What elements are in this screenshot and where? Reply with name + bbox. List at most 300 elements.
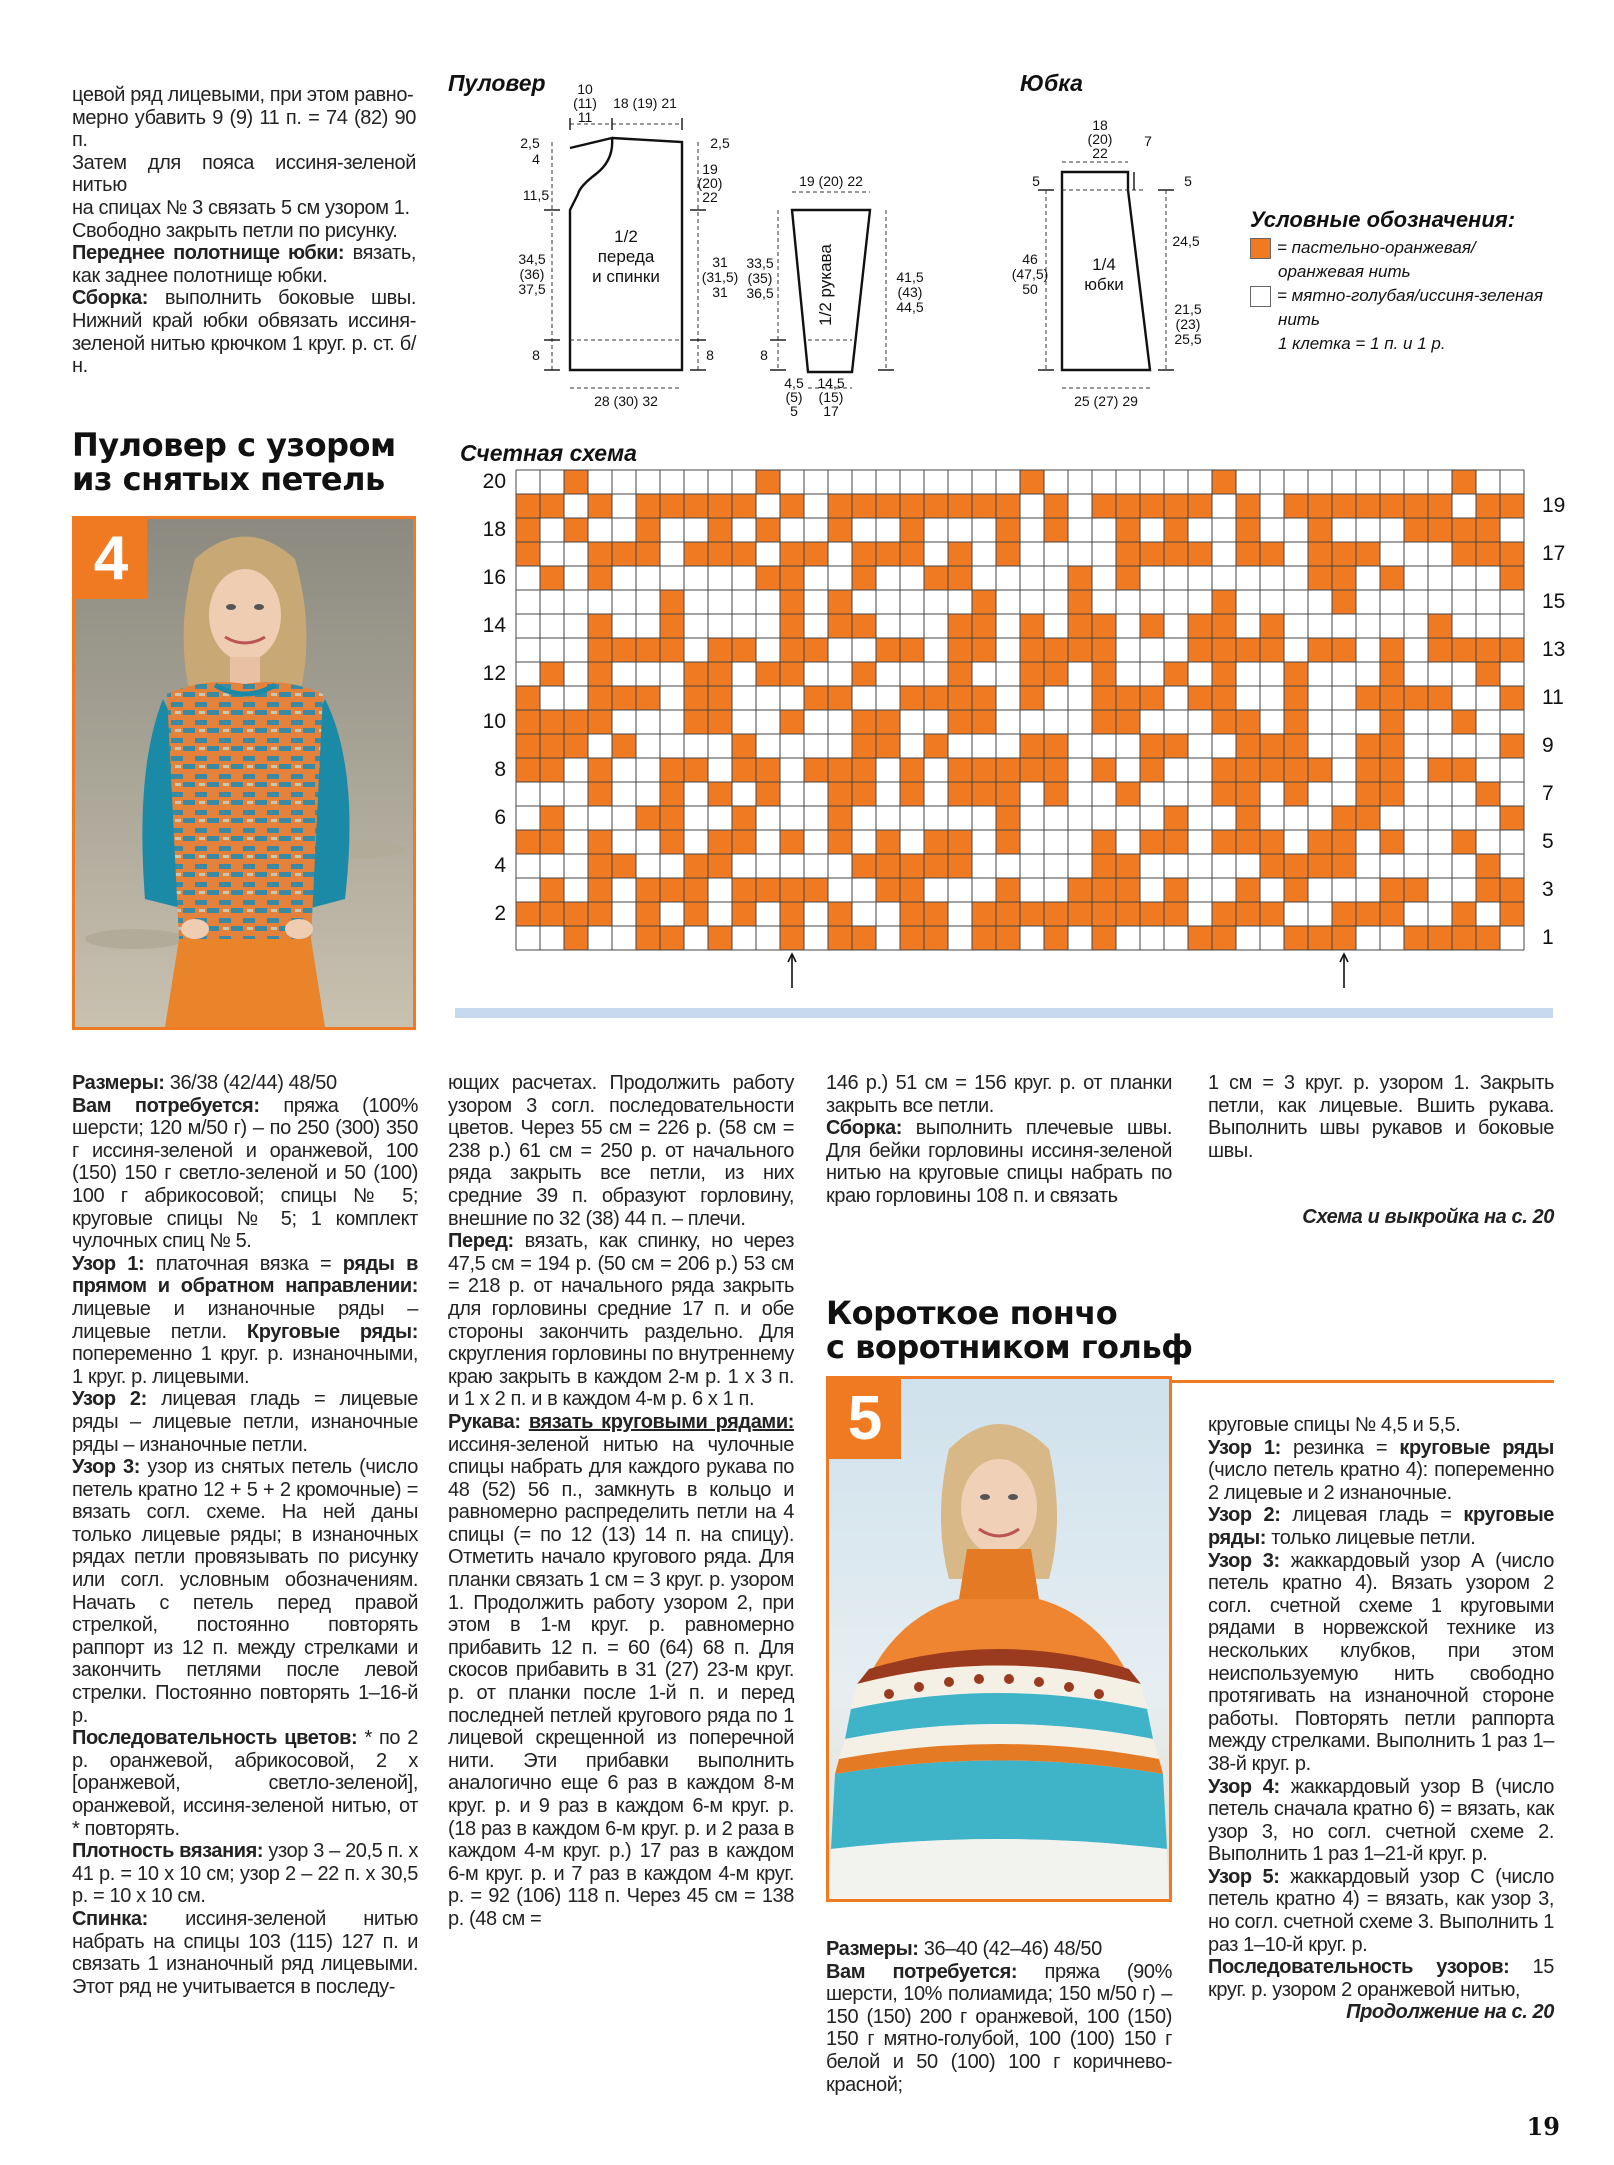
chart-cell <box>1476 542 1500 566</box>
chart-cell <box>900 518 924 542</box>
chart-cell <box>612 566 636 590</box>
chart-cell <box>564 734 588 758</box>
chart-cell <box>900 638 924 662</box>
chart-cell <box>1308 518 1332 542</box>
chart-cell <box>708 518 732 542</box>
chart-cell <box>540 590 564 614</box>
pattern1: Узор 1: платочная вязка = ряды в прямом и обратном направлении: лицевые и изнаночные ряды – лицевые петли. Круговые ряды: попеременно 1 круг. р. изнаночными, 1 круг. р. лицевыми. <box>72 1252 418 1388</box>
chart-cell <box>1236 758 1260 782</box>
chart-cell <box>636 614 660 638</box>
chart-cell <box>588 686 612 710</box>
chart-cell <box>1404 614 1428 638</box>
chart-cell <box>684 542 708 566</box>
chart-cell <box>756 926 780 950</box>
chart-cell <box>684 614 708 638</box>
slope-right: 2,5 <box>710 135 730 151</box>
chart-cell <box>828 806 852 830</box>
pullover-pattern-drawing <box>440 70 940 430</box>
chart-cell <box>1500 734 1524 758</box>
chart-cell <box>780 830 804 854</box>
chart-cell <box>1236 566 1260 590</box>
chart-cell <box>1092 470 1116 494</box>
back-cont: ющих расчетах. Продолжить работу узором 3 согл. последовательности цветов. Через 55 см = 226 р. (58 см = 238 р.) 61 см = 250 р. от начального ряда закрыть все петли, из них средние 39 п. образуют горловину, внешние по 32 (38) 44 п. – плечи. <box>448 1072 794 1230</box>
chart-cell <box>1236 686 1260 710</box>
cuff-width-2: (15) <box>818 389 844 405</box>
skirt-left-2: (47,5) <box>1011 266 1049 282</box>
chart-cell <box>780 470 804 494</box>
chart-cell <box>1116 806 1140 830</box>
chart-cell <box>996 758 1020 782</box>
chart-cell <box>732 710 756 734</box>
chart-cell <box>1260 758 1284 782</box>
chart-cell <box>1236 710 1260 734</box>
chart-cell <box>588 470 612 494</box>
chart-cell <box>1140 686 1164 710</box>
chart-cell <box>1452 782 1476 806</box>
sizes: Размеры: 36/38 (42/44) 48/50 <box>72 1072 337 1094</box>
chart-cell <box>1332 878 1356 902</box>
chart-cell <box>948 590 972 614</box>
chart-cell <box>1404 782 1428 806</box>
chart-cell <box>876 926 900 950</box>
legend-white-cont: нить <box>1278 310 1320 329</box>
chart-cell <box>1380 614 1404 638</box>
chart-cell <box>564 518 588 542</box>
chart-cell <box>996 782 1020 806</box>
chart-cell <box>1356 806 1380 830</box>
chart-cell <box>1500 806 1524 830</box>
chart-cell <box>996 518 1020 542</box>
chart-cell <box>1044 518 1068 542</box>
chart-cell <box>684 854 708 878</box>
chart-cell <box>1116 470 1140 494</box>
chart-cell <box>612 470 636 494</box>
chart-cell <box>852 590 876 614</box>
chart-cell <box>1476 662 1500 686</box>
chart-cell <box>1044 806 1068 830</box>
chart-cell <box>780 734 804 758</box>
chart-cell <box>516 566 540 590</box>
chart-cell <box>1404 494 1428 518</box>
chart-cell <box>612 710 636 734</box>
chart-cell <box>588 758 612 782</box>
chart-cell <box>972 782 996 806</box>
chart-cell <box>1380 686 1404 710</box>
chart-cell <box>1044 854 1068 878</box>
chart-cell <box>756 494 780 518</box>
chart-cell <box>1068 590 1092 614</box>
chart-cell <box>1356 638 1380 662</box>
chart-cell <box>1020 686 1044 710</box>
chart-cell <box>636 758 660 782</box>
chart-cell <box>1332 542 1356 566</box>
chart-cell <box>1476 878 1500 902</box>
chart-cell <box>756 710 780 734</box>
chart-cell <box>1260 662 1284 686</box>
chart-cell <box>1044 710 1068 734</box>
chart-cell <box>1164 566 1188 590</box>
chart-cell <box>1020 638 1044 662</box>
chart-row-label: 11 <box>1542 686 1564 709</box>
intro-line: Затем для пояса иссиня-зеленой нитью <box>72 151 416 197</box>
chart-cell <box>1404 638 1428 662</box>
chart-cell <box>852 614 876 638</box>
chart-cell <box>1308 662 1332 686</box>
chart-cell <box>660 590 684 614</box>
chart-cell <box>1164 734 1188 758</box>
chart-cell <box>924 902 948 926</box>
chart-cell <box>1476 806 1500 830</box>
chart-cell <box>1428 566 1452 590</box>
chart-cell <box>1068 782 1092 806</box>
chart-cell <box>1116 710 1140 734</box>
chart-cell <box>1188 614 1212 638</box>
chart-row-label: 8 <box>494 758 506 781</box>
legend <box>1250 208 1570 356</box>
chart-cell <box>1476 710 1500 734</box>
chart-cell <box>1284 806 1308 830</box>
chart-cell <box>1332 734 1356 758</box>
chart-cell <box>1260 470 1284 494</box>
chart-cell <box>924 734 948 758</box>
chart-cell <box>1308 470 1332 494</box>
chart-cell <box>804 902 828 926</box>
chart-cell <box>1476 902 1500 926</box>
chart-cell <box>516 542 540 566</box>
chart-cell <box>1476 470 1500 494</box>
white-swatch-icon <box>1250 286 1271 307</box>
chart-cell <box>972 854 996 878</box>
chart-cell <box>516 758 540 782</box>
chart-cell <box>948 614 972 638</box>
chart-cell <box>804 566 828 590</box>
chart-cell <box>1500 470 1524 494</box>
chart-cell <box>1332 926 1356 950</box>
chart-cell <box>588 926 612 950</box>
chart-cell <box>876 662 900 686</box>
chart-cell <box>588 614 612 638</box>
chart-cell <box>900 926 924 950</box>
chart-cell <box>636 494 660 518</box>
chart-cell <box>1140 662 1164 686</box>
chart-row-label: 13 <box>1542 638 1566 661</box>
chart-cell <box>756 518 780 542</box>
chart-cell <box>516 614 540 638</box>
chart-cell <box>1356 758 1380 782</box>
chart-cell <box>708 806 732 830</box>
chart-cell <box>1356 542 1380 566</box>
chart-cell <box>828 782 852 806</box>
chart-cell <box>1212 710 1236 734</box>
chart-cell <box>540 470 564 494</box>
project4-col1 <box>72 1072 418 1998</box>
chart-cell <box>1308 614 1332 638</box>
chart-cell <box>1188 926 1212 950</box>
chart-cell <box>1116 662 1140 686</box>
body-label-3: и спинки <box>592 267 660 286</box>
chart-cell <box>1380 566 1404 590</box>
project5-number-badge: 5 <box>829 1379 901 1459</box>
chart-cell <box>1308 926 1332 950</box>
chart-cell <box>636 734 660 758</box>
chart-cell <box>756 614 780 638</box>
chart-cell <box>900 686 924 710</box>
chart-cell <box>804 878 828 902</box>
chart-cell <box>1260 518 1284 542</box>
chart-cell <box>564 710 588 734</box>
chart-cell <box>660 518 684 542</box>
skirt-right-b-1: 21,5 <box>1174 301 1202 317</box>
chart-cell <box>852 542 876 566</box>
chart-cell <box>660 542 684 566</box>
chart-cell <box>1332 470 1356 494</box>
chart-cell <box>1092 662 1116 686</box>
chart-cell <box>828 614 852 638</box>
chart-cell <box>1140 806 1164 830</box>
sleeve-left-3: 36,5 <box>746 285 774 301</box>
chart-cell <box>1236 782 1260 806</box>
chart-cell <box>780 542 804 566</box>
chart-cell <box>1020 494 1044 518</box>
chart-cell <box>612 926 636 950</box>
chart-cell <box>804 806 828 830</box>
chart-cell <box>1260 782 1284 806</box>
chart-cell <box>588 806 612 830</box>
chart-cell <box>900 902 924 926</box>
chart-cell <box>1140 734 1164 758</box>
chart-cell <box>660 566 684 590</box>
legend-orange-cont: оранжевая нить <box>1278 262 1411 281</box>
chart-cell <box>1212 830 1236 854</box>
chart-cell <box>588 902 612 926</box>
chart-cell <box>1356 614 1380 638</box>
chart-cell <box>1236 902 1260 926</box>
chart-cell <box>756 806 780 830</box>
chart-cell <box>660 494 684 518</box>
chart-cell <box>1380 782 1404 806</box>
chart-cell <box>1452 830 1476 854</box>
chart-cell <box>1044 470 1068 494</box>
chart-cell <box>1380 758 1404 782</box>
intro-text <box>72 84 416 378</box>
chart-cell <box>1092 758 1116 782</box>
chart-cell <box>1452 758 1476 782</box>
chart-cell <box>1284 710 1308 734</box>
chart-cell <box>516 494 540 518</box>
project4-col2 <box>448 1072 794 1931</box>
chart-cell <box>1236 518 1260 542</box>
chart-cell <box>900 734 924 758</box>
chart-cell <box>1164 902 1188 926</box>
chart-cell <box>1428 638 1452 662</box>
chart-cell <box>1332 686 1356 710</box>
chart-cell <box>1500 758 1524 782</box>
project4-title: Пуловер с узором из снятых петель <box>72 426 396 498</box>
chart-cell <box>636 878 660 902</box>
chart-cell <box>660 662 684 686</box>
chart-cell <box>1020 758 1044 782</box>
chart-cell <box>1308 638 1332 662</box>
chart-cell <box>1092 614 1116 638</box>
chart-cell <box>1092 686 1116 710</box>
chart-cell <box>804 686 828 710</box>
chart-cell <box>876 470 900 494</box>
chart-cell <box>1428 878 1452 902</box>
chart-cell <box>924 542 948 566</box>
sleeve-right-2: (43) <box>897 284 923 300</box>
chart-cell <box>1092 638 1116 662</box>
chart-cell <box>1476 614 1500 638</box>
chart-cell <box>1044 614 1068 638</box>
chart-cell <box>900 566 924 590</box>
chart-cell <box>1164 758 1188 782</box>
chart-cell <box>708 470 732 494</box>
chart-cell <box>516 854 540 878</box>
chart-cell <box>1332 662 1356 686</box>
chart-cell <box>924 806 948 830</box>
chart-cell <box>1092 782 1116 806</box>
chart-cell <box>996 638 1020 662</box>
chart-cell <box>564 494 588 518</box>
chart-cell <box>828 470 852 494</box>
chart-cell <box>756 758 780 782</box>
chart-cell <box>516 734 540 758</box>
sleeve-left-2: (35) <box>747 270 773 286</box>
rib-height-right: 8 <box>706 347 714 363</box>
chart-cell <box>780 710 804 734</box>
chart-cell <box>1356 902 1380 926</box>
cuff-1: 4,5 <box>784 375 804 391</box>
chart-cell <box>1284 926 1308 950</box>
chart-cell <box>1092 902 1116 926</box>
chart-cell <box>1380 662 1404 686</box>
chart-cell <box>708 542 732 566</box>
chart-cell <box>972 806 996 830</box>
skirt-right-b-2: (23) <box>1175 316 1201 332</box>
chart-cell <box>1500 686 1524 710</box>
chart-cell <box>948 758 972 782</box>
chart-cell <box>1044 686 1068 710</box>
chart-cell <box>1428 926 1452 950</box>
chart-cell <box>1236 854 1260 878</box>
chart-cell <box>996 830 1020 854</box>
side-left-2: (36) <box>519 266 545 282</box>
chart-cell <box>1236 878 1260 902</box>
chart-cell <box>1284 902 1308 926</box>
chart-cell <box>828 734 852 758</box>
chart-cell <box>1404 566 1428 590</box>
chart-cell <box>1068 686 1092 710</box>
chart-cell <box>924 638 948 662</box>
chart-cell <box>1284 662 1308 686</box>
chart-cell <box>1428 686 1452 710</box>
neck-width-1: 10 <box>577 81 593 97</box>
chart-cell <box>1500 878 1524 902</box>
chart-cell <box>660 758 684 782</box>
chart-cell <box>948 494 972 518</box>
chart-cell <box>1404 806 1428 830</box>
chart-cell <box>828 902 852 926</box>
side-right-1: 31 <box>712 254 728 270</box>
chart-cell <box>1212 854 1236 878</box>
chart-cell <box>1116 830 1140 854</box>
project4-number-badge: 4 <box>75 519 147 599</box>
chart-cell <box>1092 542 1116 566</box>
chart-cell <box>1428 902 1452 926</box>
chart-cell <box>684 686 708 710</box>
chart-cell <box>1044 758 1068 782</box>
skirt-belt-left: 5 <box>1032 173 1040 189</box>
chart-cell <box>1356 878 1380 902</box>
chart-cell <box>996 734 1020 758</box>
chart-cell <box>1140 710 1164 734</box>
p5-pattern5: Узор 5: жаккардовый узор С (число петель кратно 4) = вязать, как узор 3, но согл. счетной схеме 3. Выполнить 1 раз 1–10-й круг. р. <box>1208 1865 1554 1956</box>
chart-cell <box>1116 542 1140 566</box>
chart-cell <box>1356 590 1380 614</box>
chart-cell <box>732 878 756 902</box>
chart-cell <box>1140 614 1164 638</box>
chart-cell <box>804 494 828 518</box>
chart-cell <box>1404 686 1428 710</box>
chart-cell <box>996 470 1020 494</box>
chart-cell <box>1092 710 1116 734</box>
cuff-3: 5 <box>790 403 798 419</box>
chart-cell <box>1188 590 1212 614</box>
chart-cell <box>1500 782 1524 806</box>
sleeves-cont: 146 р.) 51 см = 156 круг. р. от планки закрыть все петли. <box>826 1072 1172 1117</box>
chart-cell <box>1068 734 1092 758</box>
chart-cell <box>732 686 756 710</box>
skirt-left-1: 46 <box>1022 251 1038 267</box>
chart-cell <box>1236 590 1260 614</box>
p5-materials: Вам потребуется: пряжа (90% шерсти, 10% полиамида; 150 м/50 г) – 150 (150) 200 г оранжевой, 100 (150) 150 г мятно-голубой, 100 (100) 150 г белой и 50 (100) 100 г коричнево-красной; <box>826 1960 1172 2096</box>
chart-cell <box>876 806 900 830</box>
chart-cell <box>1020 710 1044 734</box>
chart-cell <box>828 854 852 878</box>
chart-cell <box>996 902 1020 926</box>
chart-cell <box>636 662 660 686</box>
chart-cell <box>900 782 924 806</box>
chart-cell <box>1452 854 1476 878</box>
p5-sizes: Размеры: 36–40 (42–46) 48/50 <box>826 1938 1102 1960</box>
chart-cell <box>1260 566 1284 590</box>
chart-cell <box>948 854 972 878</box>
chart-cell <box>1188 902 1212 926</box>
chart-cell <box>1020 878 1044 902</box>
chart-cell <box>636 926 660 950</box>
chart-cell <box>564 470 588 494</box>
separator-bar <box>455 1008 1553 1018</box>
chart-cell <box>780 494 804 518</box>
chart-cell <box>540 878 564 902</box>
chart-cell <box>1404 830 1428 854</box>
chart-cell <box>1140 566 1164 590</box>
chart-cell <box>612 854 636 878</box>
chart-cell <box>1476 518 1500 542</box>
chart-cell <box>948 926 972 950</box>
chart-cell <box>1068 518 1092 542</box>
chart-cell <box>1356 854 1380 878</box>
chart-cell <box>1116 782 1140 806</box>
chart-cell <box>852 518 876 542</box>
chart-cell <box>1284 830 1308 854</box>
chart-cell <box>1212 878 1236 902</box>
chart-cell <box>924 662 948 686</box>
chart-row-label: 20 <box>482 470 506 493</box>
chart-cell <box>708 662 732 686</box>
chart-cell <box>924 518 948 542</box>
chart-cell <box>588 590 612 614</box>
